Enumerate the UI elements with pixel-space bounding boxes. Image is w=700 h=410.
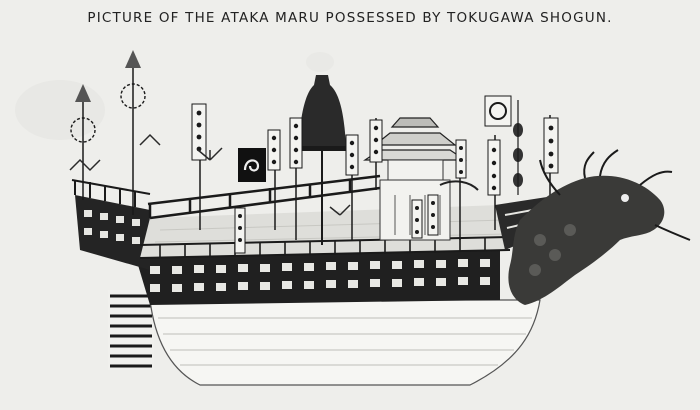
boarding-ladder bbox=[108, 290, 154, 370]
pole-finial-icon bbox=[125, 50, 141, 68]
upper-deck bbox=[140, 176, 510, 258]
plate-caption: PICTURE OF THE ATAKA MARU POSSESSED BY TOKUGAWA SHOGUN. bbox=[87, 10, 613, 26]
ship-hull bbox=[150, 300, 540, 385]
dragon-figurehead bbox=[508, 150, 690, 305]
paper-stains bbox=[15, 52, 334, 140]
